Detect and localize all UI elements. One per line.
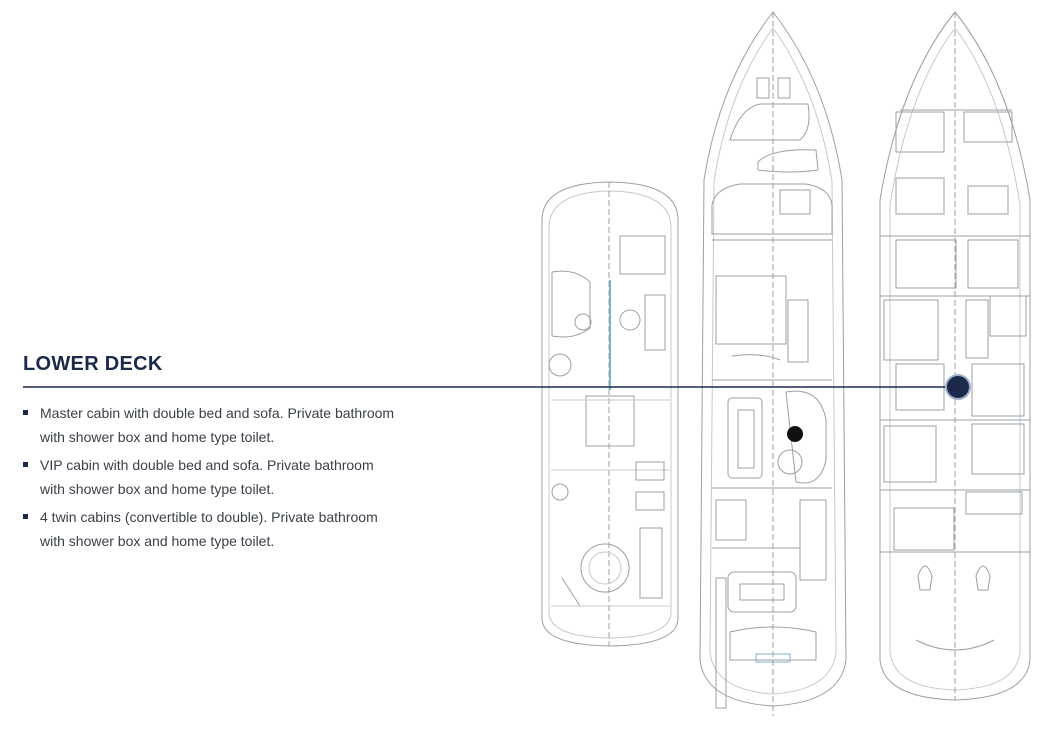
list-item [23, 401, 483, 449]
feature-text: 4 twin cabins (convertible to double). Private bathroom with shower box and home type toilet. [40, 509, 378, 549]
square-bullet-icon [23, 462, 28, 467]
navy-circle-marker [946, 375, 970, 399]
feature-list [23, 401, 483, 557]
lower-deck-plan [880, 12, 1030, 700]
main-deck-plan [700, 12, 846, 716]
section-title: LOWER DECK [23, 353, 163, 375]
feature-text: Master cabin with double bed and sofa. Private bathroom with shower box and home type toilet. [40, 405, 395, 445]
black-dot-marker [787, 426, 803, 442]
feature-text: VIP cabin with double bed and sofa. Private bathroom with shower box and home type toilet. [40, 457, 374, 497]
square-bullet-icon [23, 514, 28, 519]
list-item [23, 453, 483, 501]
list-item [23, 505, 483, 553]
square-bullet-icon [23, 410, 28, 415]
sun-deck-plan [542, 182, 678, 646]
